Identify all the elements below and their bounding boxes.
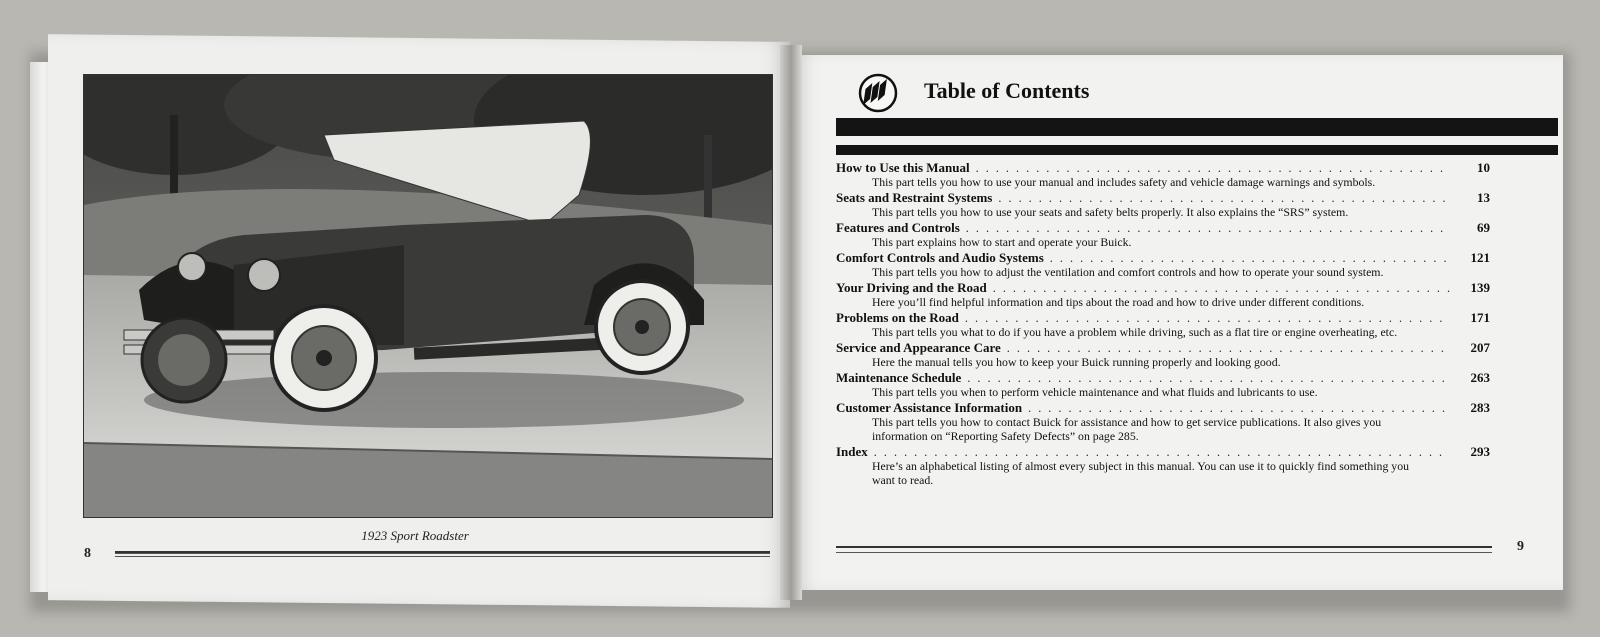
toc-page-number: 171 (1470, 310, 1490, 325)
toc-page-number: 283 (1470, 400, 1490, 415)
toc-entry (836, 221, 1490, 249)
toc-page-number: 207 (1470, 340, 1490, 355)
photo-caption: 1923 Sport Roadster (361, 528, 469, 543)
toc-description: This part explains how to start and operate your Buick. (872, 235, 1132, 249)
toc-entry (836, 251, 1490, 279)
footer-rule-left-thin (115, 556, 770, 557)
toc-heading: Service and Appearance Care (836, 340, 1001, 355)
toc-description: This part tells you how to adjust the ventilation and comfort controls and how to operate your sound system. (872, 265, 1384, 279)
toc-heading: Your Driving and the Road (836, 280, 987, 295)
toc-page-number: 293 (1470, 444, 1490, 459)
page-number-right: 9 (1517, 539, 1524, 554)
toc-page-number: 121 (1470, 250, 1490, 265)
toc-description: This part tells you what to do if you have a problem while driving, such as a flat tire or engine overheating, etc. (872, 325, 1398, 339)
toc-page-number: 10 (1477, 160, 1490, 175)
toc-entry (836, 401, 1490, 443)
toc-description: This part tells you how to contact Buick for assistance and how to get service publications. It also gives you information on “Reporting Safety Defects” on page 285. (872, 415, 1382, 443)
leader-dots (1028, 401, 1450, 415)
toc-description: Here’s an alphabetical listing of almost every subject in this manual. You can use it to quickly find something you want to read. (872, 459, 1409, 487)
header-bar-thick (836, 118, 1558, 136)
header-bar-thin (836, 145, 1558, 155)
toc-entry (836, 161, 1490, 189)
toc-heading: Customer Assistance Information (836, 400, 1023, 415)
toc-entry (836, 445, 1490, 487)
toc-heading: Comfort Controls and Audio Systems (836, 250, 1044, 265)
roadster-photo (83, 74, 773, 518)
toc-entry (836, 371, 1490, 399)
toc-entry (836, 341, 1490, 369)
toc-description: This part tells you how to use your seats and safety belts properly. It also explains the “SRS” system. (872, 205, 1349, 219)
toc-description: Here the manual tells you how to keep your Buick running properly and looking good. (872, 355, 1281, 369)
toc-heading: Index (836, 444, 868, 459)
buick-logo-icon (858, 73, 898, 113)
toc-page-number: 263 (1470, 370, 1490, 385)
page-number-left: 8 (84, 546, 91, 561)
leader-dots (1050, 251, 1450, 265)
toc-heading: Problems on the Road (836, 310, 959, 325)
leader-dots (998, 191, 1450, 205)
leader-dots (976, 161, 1450, 175)
footer-rule-left (115, 551, 770, 554)
toc-description: This part tells you how to use your manual and includes safety and vehicle damage warnings and symbols. (872, 175, 1376, 189)
toc-description: This part tells you when to perform vehicle maintenance and what fluids and lubricants to use. (872, 385, 1318, 399)
toc-page-number: 13 (1477, 190, 1490, 205)
leader-dots (993, 281, 1450, 295)
toc-heading: Features and Controls (836, 220, 960, 235)
leader-dots (874, 445, 1450, 459)
footer-rule-right-thin (836, 552, 1492, 553)
leader-dots (967, 371, 1450, 385)
page-title: Table of Contents (924, 78, 1090, 103)
toc-list (836, 161, 1490, 489)
toc-heading: Seats and Restraint Systems (836, 190, 993, 205)
toc-page-number: 139 (1470, 280, 1490, 295)
toc-entry (836, 281, 1490, 309)
toc-entry (836, 191, 1490, 219)
book-gutter (780, 45, 802, 600)
leader-dots (1007, 341, 1450, 355)
toc-heading: Maintenance Schedule (836, 370, 962, 385)
toc-heading: How to Use this Manual (836, 160, 970, 175)
toc-description: Here you’ll find helpful information and tips about the road and how to drive under different conditions. (872, 295, 1365, 309)
footer-rule-right (836, 546, 1492, 548)
leader-dots (966, 221, 1450, 235)
toc-entry (836, 311, 1490, 339)
toc-page-number: 69 (1477, 220, 1490, 235)
leader-dots (965, 311, 1450, 325)
